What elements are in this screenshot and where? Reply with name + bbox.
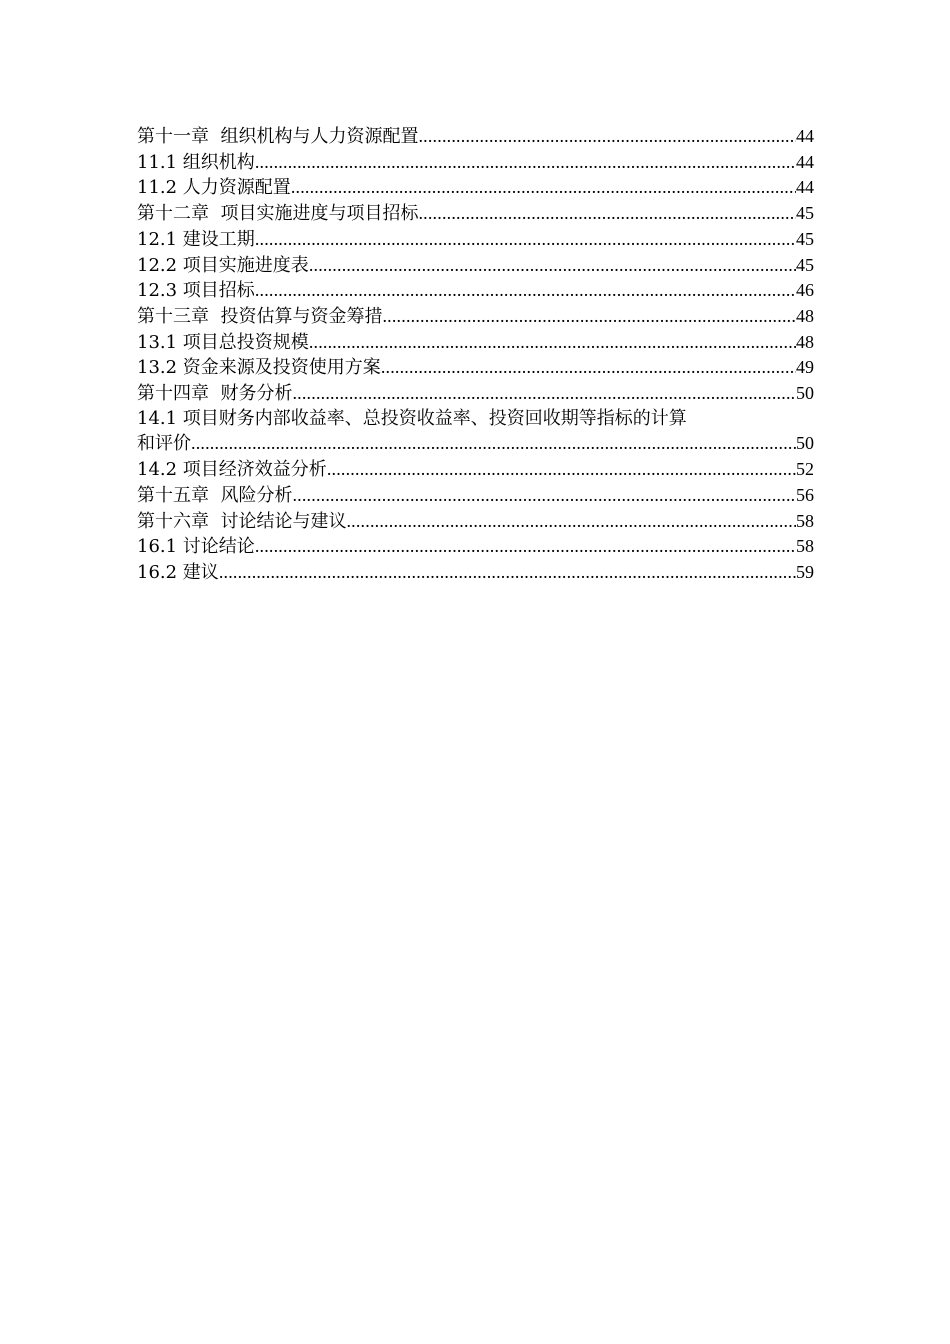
toc-entry-title: 16.1 讨论结论 (137, 536, 255, 558)
toc-dot-leader (291, 175, 796, 200)
toc-page-number: 44 (796, 177, 814, 198)
toc-entry-chapter-12[interactable] (137, 201, 814, 227)
toc-page-number: 44 (796, 126, 814, 146)
toc-entry-13-2[interactable] (137, 355, 814, 381)
toc-dot-leader (191, 431, 796, 456)
toc-entry-11-2[interactable] (137, 175, 814, 201)
toc-entry-title: 14.2 项目经济效益分析 (137, 459, 327, 481)
toc-entry-title: 第十四章 财务分析 (137, 383, 293, 405)
toc-dot-leader (418, 124, 796, 149)
toc-entry-title-line-2: 和评价 (137, 433, 191, 455)
toc-entry-12-3[interactable] (137, 278, 814, 304)
toc-dot-leader (327, 457, 796, 482)
toc-entry-title: 第十六章 讨论结论与建议 (137, 510, 347, 532)
toc-page-number: 45 (796, 228, 814, 249)
toc-entry-chapter-16[interactable] (137, 509, 814, 535)
toc-dot-leader (255, 150, 796, 175)
toc-dot-leader (309, 253, 796, 278)
toc-dot-leader (292, 483, 796, 508)
toc-entry-16-2[interactable] (137, 560, 814, 586)
toc-page-number: 56 (796, 484, 814, 505)
toc-entry-11-1[interactable] (137, 150, 814, 176)
toc-entry-chapter-11[interactable] (137, 124, 814, 150)
toc-dot-leader (418, 201, 796, 226)
toc-dot-leader (219, 560, 796, 585)
toc-entry-title: 第十三章 投资估算与资金筹措 (137, 305, 383, 327)
toc-page-number: 50 (796, 433, 814, 454)
toc-entry-12-1[interactable] (137, 227, 814, 253)
toc-entry-chapter-13[interactable] (137, 304, 814, 330)
toc-dot-leader (382, 304, 796, 329)
toc-entry-title-line-1: 14.1 项目财务内部收益率、总投资收益率、投资回收期等指标的计算 (137, 407, 687, 429)
toc-page-number: 58 (796, 510, 814, 531)
toc-entry-chapter-15[interactable] (137, 483, 814, 509)
toc-entry-title: 12.3 项目招标 (137, 280, 255, 302)
toc-entry-title: 12.1 建设工期 (137, 228, 255, 250)
toc-entry-title: 13.2 资金来源及投资使用方案 (137, 357, 381, 379)
table-of-contents (137, 124, 814, 586)
toc-entry-title: 第十一章 组织机构与人力资源配置 (137, 126, 419, 147)
toc-entry-14-1[interactable] (137, 407, 814, 457)
toc-dot-leader (292, 381, 796, 406)
toc-page-number: 58 (796, 536, 814, 557)
toc-page-number: 45 (796, 254, 814, 275)
toc-entry-title: 11.1 组织机构 (137, 151, 255, 173)
toc-dot-leader (255, 534, 796, 559)
toc-page-number: 46 (796, 280, 814, 301)
toc-entry-title: 第十五章 风险分析 (137, 484, 293, 506)
toc-page-number: 45 (796, 203, 814, 224)
toc-entry-title: 16.2 建议 (137, 561, 219, 583)
toc-entry-title: 11.2 人力资源配置 (137, 177, 291, 199)
toc-entry-title: 13.1 项目总投资规模 (137, 331, 309, 353)
toc-entry-14-2[interactable] (137, 457, 814, 483)
toc-dot-leader (381, 355, 796, 380)
toc-page-number: 59 (796, 561, 814, 582)
toc-page-number: 48 (796, 331, 814, 352)
toc-dot-leader (309, 330, 796, 355)
toc-entry-13-1[interactable] (137, 330, 814, 356)
toc-entry-title: 12.2 项目实施进度表 (137, 254, 309, 276)
toc-entry-16-1[interactable] (137, 534, 814, 560)
toc-dot-leader (346, 509, 796, 534)
toc-page-number: 44 (796, 151, 814, 172)
toc-page-number: 52 (796, 459, 814, 480)
toc-entry-chapter-14[interactable] (137, 381, 814, 407)
toc-dot-leader (255, 227, 796, 252)
toc-page-number: 48 (796, 305, 814, 326)
toc-page-number: 50 (796, 383, 814, 404)
toc-page-number: 49 (796, 357, 814, 378)
toc-entry-12-2[interactable] (137, 253, 814, 279)
toc-entry-title: 第十二章 项目实施进度与项目招标 (137, 203, 419, 225)
toc-dot-leader (255, 278, 796, 303)
